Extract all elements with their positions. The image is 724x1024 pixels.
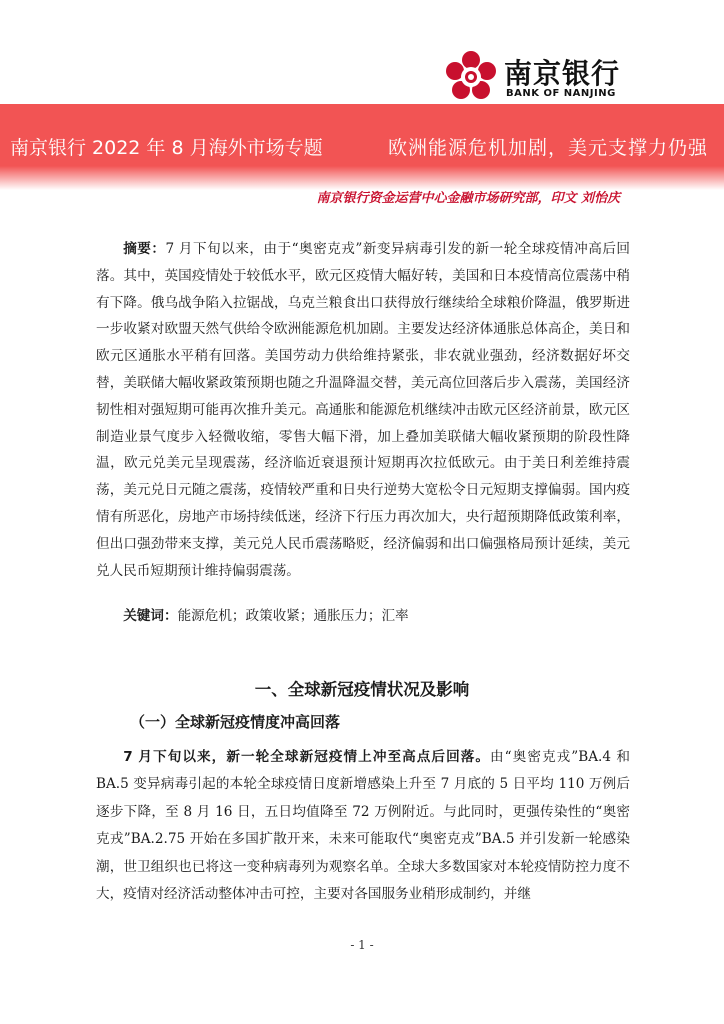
paragraph-text: 由“奥密克戎”BA.4 和 BA.5 变异病毒引起的本轮全球疫情日度新增感染上升至 7 月底的 5 日平均 110 万例后逐步下降，至 8 月 16 日，五日均值降至 72 万例附近。与此同时，更强传染性的“奥密克戎”BA.2.75 开始在多国扩散开来，未来可能取代“奥密克戎”BA.5 并引发新一轮感染潮，世卫组织也已将这一变种病毒列为观察名单。全球大多数国家对本轮疫情防控力度不大，疫情对经济活动整体冲击可控，主要对各国服务业稍形成制约，并继 <box>96 749 630 903</box>
logo-chinese-name: 南京银行 <box>504 57 621 90</box>
abstract-label: 摘要： <box>123 241 166 257</box>
subsection-heading: （一）全球新冠疫情度冲高回落 <box>130 713 341 731</box>
abstract-text: 7 月下旬以来，由于“奥密克戎”新变异病毒引发的新一轮全球疫情冲高后回落。其中，英国疫情处于较低水平，欧元区疫情大幅好转，美国和日本疫情高位震荡中稍有下降。俄乌战争陷入拉锯战，乌克兰粮食出口获得放行继续给全球粮价降温，俄罗斯进一步收紧对欧盟天然气供给令欧洲能源危机加剧。主要发达经济体通胀总体高企，美日和欧元区通胀水平稍有回落。美国劳动力供给维持紧张，非农就业强劲，经济数据好坏交替，美联储大幅收紧政策预期也随之升温降温交替，美元高位回落后步入震荡，美国经济韧性相对强短期可能再次推升美元。高通胀和能源危机继续冲击欧元区经济前景，欧元区制造业景气度步入轻微收缩，零售大幅下滑，加上叠加美联储大幅收紧预期的阶段性降温，欧元兑美元呈现震荡，经济临近衰退预计短期再次拉低欧元。由于美日利差维持震荡，美元兑日元随之震荡，疫情较严重和日央行逆势大宽松令日元短期支撑偏弱。国内疫情有所恶化，房地产市场持续低迷，经济下行压力再次加大，央行超预期降低政策利率，但出口强劲带来支撑，美元兑人民币震荡略贬，经济偏弱和出口偏强格局预计延续，美元兑人民币短期预计维持偏弱震荡。 <box>96 241 630 579</box>
bank-flower-logo-icon <box>444 50 498 104</box>
section-heading: 一、全球新冠疫情状况及影响 <box>254 680 470 699</box>
body-paragraph <box>96 744 630 908</box>
report-title: 欧洲能源危机加剧，美元支撑力仍强 <box>387 137 708 159</box>
paragraph-lead: 7 月下旬以来，新一轮全球新冠疫情上冲至高点后回落。 <box>123 749 491 765</box>
keywords-text: 能源危机；政策收紧；通胀压力；汇率 <box>177 608 409 624</box>
keywords-label: 关键词： <box>123 608 178 624</box>
report-series-title: 南京银行 2022 年 8 月海外市场专题 <box>10 137 323 159</box>
abstract-paragraph <box>96 236 630 584</box>
header-banner <box>0 104 724 190</box>
keywords-line <box>96 603 630 629</box>
bank-logo <box>444 50 644 104</box>
page-number: - 1 - <box>350 938 374 952</box>
authors-line: 南京银行资金运营中心金融市场研究部，印文 刘怡庆 <box>316 191 620 206</box>
logo-english-name: BANK OF NANJING <box>506 88 616 99</box>
